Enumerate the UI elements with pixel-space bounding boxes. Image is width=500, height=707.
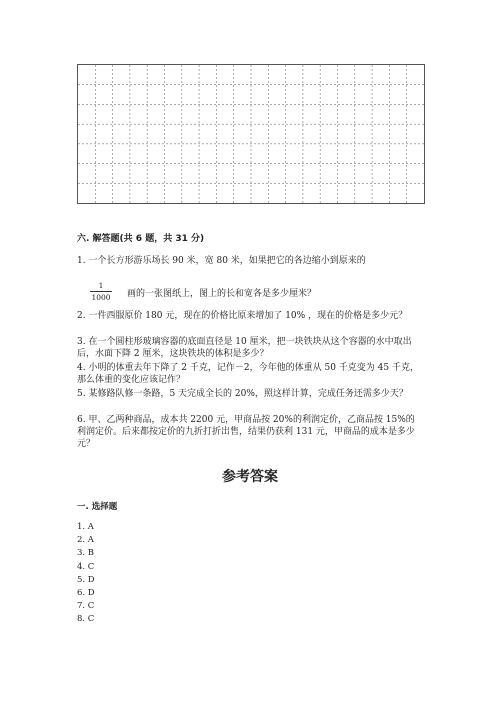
- answer-item: 4. C: [77, 561, 95, 572]
- fraction: [90, 281, 112, 302]
- answer-item: 1. A: [77, 522, 94, 532]
- answer-item: 6. D: [77, 588, 95, 599]
- question-6: 6. 甲、乙两种商品，成本共 2200 元，甲商品按 20%的利润定价，乙商品按 15%的利润定价。后来都按定价的九折打折出售，结果仍获利 131 元，甲商品的成本是多少元？: [77, 415, 415, 449]
- answer-section-title: 一. 选择题: [77, 502, 118, 512]
- answer-item: 2. A: [77, 535, 94, 546]
- fraction-numerator: 1: [98, 281, 104, 290]
- question-3: 3. 在一个圆柱形玻璃容器的底面直径是 10 厘米，把一块铁块从这个容器的水中取出后，水面下降 2 厘米，这块铁块的体积是多少？: [77, 337, 412, 359]
- answer-item: 7. C: [77, 601, 95, 612]
- fraction-denominator: 1000: [91, 293, 111, 302]
- question-1-line1: 1. 一个长方形游乐场长 90 米，宽 80 米，如果把它的各边缩小到原来的: [77, 256, 366, 266]
- answer-item: 8. C: [77, 614, 95, 625]
- section-6-title: 六. 解答题(共 6 题，共 31 分): [77, 234, 205, 244]
- answer-item: 5. D: [77, 574, 95, 585]
- answer-item: 3. B: [77, 548, 95, 559]
- grid-lines: [78, 65, 424, 203]
- question-2: 2. 一件西服原价 180 元，现在的价格比原来增加了 10% ，现在的价格是多少元？: [77, 311, 408, 321]
- fraction-bar: [90, 291, 112, 292]
- answer-list: [77, 521, 95, 627]
- answer-key-title: 参考答案: [222, 469, 278, 485]
- question-5: 5. 某修路队修一条路，5 天完成全长的 20%，照这样计算，完成任务还需多少天？: [77, 389, 408, 399]
- answer-grid: [77, 64, 425, 204]
- question-1-line2: 画的一张图纸上，图上的长和宽各是多少厘米？: [127, 289, 317, 299]
- question-4: 4. 小明的体重去年下降了 2 千克，记作－2，今年他的体重从 50 千克变为 45 千克，那么体重的变化应该记作？: [77, 363, 419, 385]
